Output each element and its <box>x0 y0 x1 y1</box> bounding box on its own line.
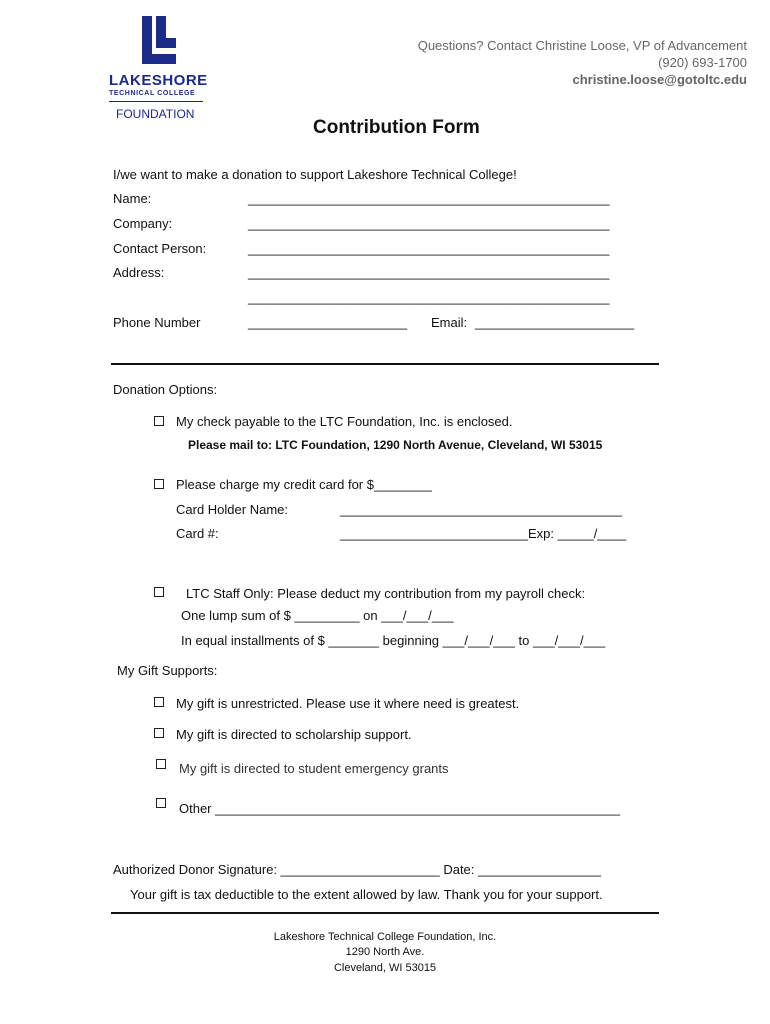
gift-other-checkbox[interactable] <box>156 798 166 808</box>
phone-label: Phone Number <box>113 315 201 330</box>
credit-card-label: Please charge my credit card for $________ <box>176 477 432 492</box>
page-title: Contribution Form <box>313 117 480 138</box>
footer-street: 1290 North Ave. <box>345 946 425 958</box>
address-field-line1[interactable]: __________________________________________________ <box>248 265 610 280</box>
gift-unrestricted-label: My gift is unrestricted. Please use it where need is greatest. <box>176 696 520 711</box>
card-number-label: Card #: <box>176 526 219 541</box>
lump-sum-text[interactable]: One lump sum of $ _________ on ___/___/___ <box>181 608 454 623</box>
email-label: Email: <box>431 315 468 330</box>
company-label: Company: <box>113 216 173 231</box>
mail-to-text: Please mail to: LTC Foundation, 1290 North Avenue, Cleveland, WI 53015 <box>188 438 603 452</box>
installments-text[interactable]: In equal installments of $ _______ beginning ___/___/___ to ___/___/___ <box>181 633 606 648</box>
gift-supports-heading: My Gift Supports: <box>117 663 218 678</box>
logo-name: LAKESHORE <box>109 72 208 89</box>
contact-person-label: Contact Person: <box>113 241 207 256</box>
address-label: Address: <box>113 265 165 280</box>
footer-city: Cleveland, WI 53015 <box>333 962 437 974</box>
ltc-logo-mark-icon <box>140 14 178 66</box>
gift-emergency-checkbox[interactable] <box>156 759 166 769</box>
footer-org-name: Lakeshore Technical College Foundation, Inc. <box>273 931 497 943</box>
contact-phone: (920) 693-1700 <box>658 55 747 70</box>
check-enclosed-label: My check payable to the LTC Foundation, Inc. is enclosed. <box>176 414 513 429</box>
section-divider-bottom <box>111 912 659 914</box>
logo-foundation: FOUNDATION <box>116 107 195 121</box>
card-number-field[interactable]: __________________________Exp: _____/____ <box>340 526 627 541</box>
donor-signature-line[interactable]: Authorized Donor Signature: ______________________ Date: _________________ <box>113 862 601 877</box>
check-enclosed-checkbox[interactable] <box>154 416 164 426</box>
company-field[interactable]: __________________________________________________ <box>248 216 610 231</box>
donation-options-heading: Donation Options: <box>113 382 218 397</box>
card-holder-field[interactable]: _______________________________________ <box>340 502 622 517</box>
section-divider-top <box>111 363 659 365</box>
contact-line: Questions? Contact Christine Loose, VP of Advancement <box>417 38 747 53</box>
card-holder-label: Card Holder Name: <box>176 502 288 517</box>
tax-deductible-note: Your gift is tax deductible to the extent allowed by law. Thank you for your support. <box>130 887 603 902</box>
gift-other-label[interactable]: Other ________________________________________________________ <box>179 801 621 816</box>
gift-unrestricted-checkbox[interactable] <box>154 697 164 707</box>
name-field[interactable]: __________________________________________________ <box>248 191 610 206</box>
email-field[interactable]: ______________________ <box>475 315 635 330</box>
name-label: Name: <box>113 191 152 206</box>
contact-email: christine.loose@gotoltc.edu <box>572 72 747 87</box>
gift-scholarship-label: My gift is directed to scholarship support. <box>176 727 412 742</box>
staff-payroll-label: LTC Staff Only: Please deduct my contribution from my payroll check: <box>186 586 586 601</box>
logo-divider <box>109 101 203 102</box>
phone-field[interactable]: ______________________ <box>248 315 408 330</box>
gift-scholarship-checkbox[interactable] <box>154 728 164 738</box>
staff-payroll-checkbox[interactable] <box>154 587 164 597</box>
credit-card-checkbox[interactable] <box>154 479 164 489</box>
intro-text: I/we want to make a donation to support Lakeshore Technical College! <box>113 167 517 182</box>
gift-emergency-label: My gift is directed to student emergency grants <box>179 761 449 776</box>
contact-person-field[interactable]: __________________________________________________ <box>248 241 610 256</box>
logo-subtitle: TECHNICAL COLLEGE <box>109 90 196 97</box>
address-field-line2[interactable]: __________________________________________________ <box>248 290 610 305</box>
